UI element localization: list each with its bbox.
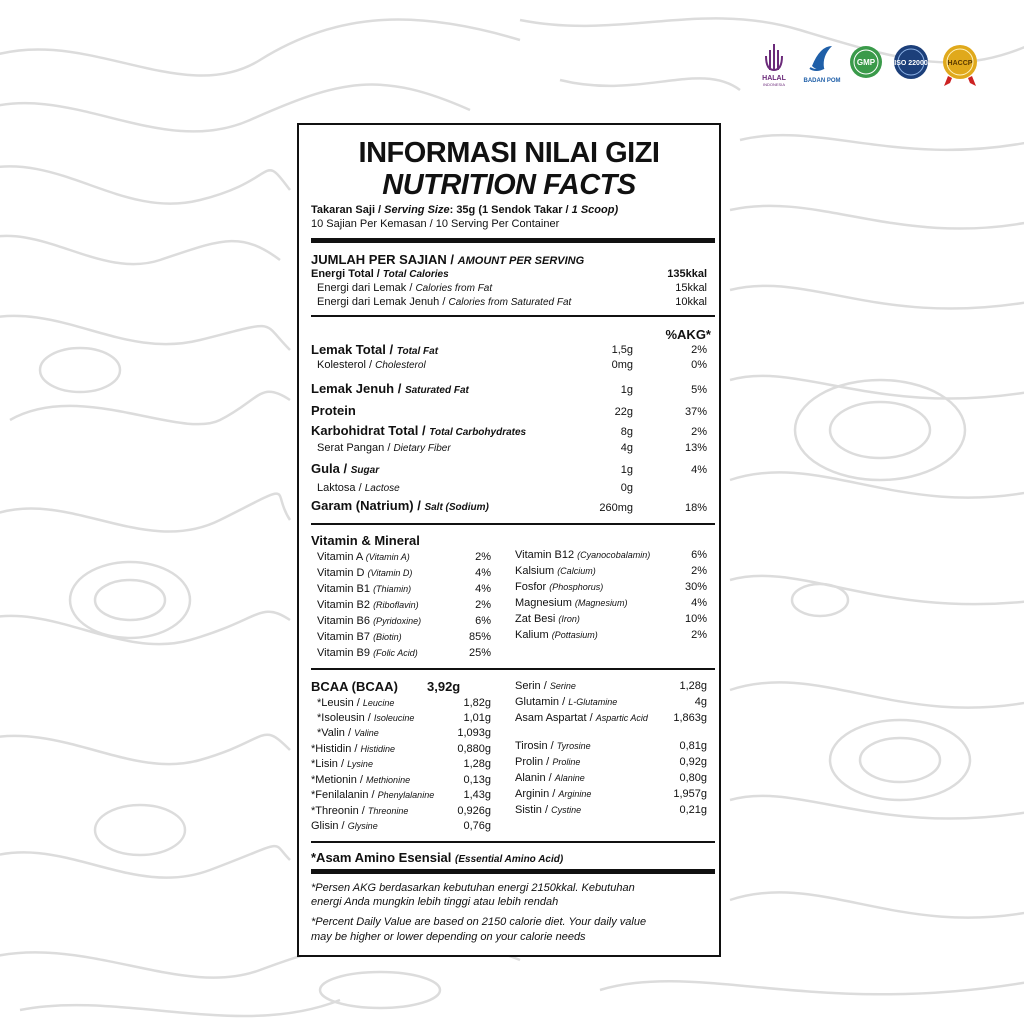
nutrient-carbohydrates: Karbohidrat Total / Total Carbohydrates (311, 423, 527, 438)
saturated-energy-value: 10kkal (675, 296, 707, 308)
svg-text:BADAN POM: BADAN POM (803, 78, 841, 84)
energy-total-label: Energi Total / Total Calories (311, 268, 449, 280)
vitamin-heading: Vitamin & Mineral (311, 533, 420, 548)
nutrient-salt: Garam (Natrium) / Salt (Sodium) (311, 498, 489, 513)
divider-thick (311, 869, 715, 874)
iso-logo (894, 45, 928, 79)
nutrient-percent: 18% (684, 502, 707, 514)
title-english: NUTRITION FACTS (382, 169, 636, 201)
divider (311, 841, 715, 843)
nutrient-dietary-fiber: Serat Pangan / Dietary Fiber (317, 442, 451, 454)
svg-text:INDONESIA: INDONESIA (762, 82, 786, 87)
divider-thick (311, 238, 715, 243)
certification-logos (760, 38, 990, 92)
nutrient-protein: Protein (311, 403, 356, 418)
nutrient-value: 1g (620, 384, 633, 396)
svg-text:HACCP: HACCP (947, 60, 973, 67)
svg-text:GMP: GMP (856, 58, 876, 67)
halal-logo (762, 44, 786, 87)
nutrient-total-fat: Lemak Total / Total Fat (311, 342, 439, 357)
divider (311, 315, 715, 317)
divider (311, 523, 715, 525)
divider (311, 668, 715, 670)
gmp-logo (850, 46, 882, 78)
nutrient-value: 0mg (611, 359, 633, 371)
svg-text:HALAL: HALAL (762, 75, 786, 82)
energy-total-value: 135kkal (667, 268, 707, 280)
fat-energy-label: Energi dari Lemak / Calories from Fat (317, 282, 493, 294)
nutrient-percent: 2% (691, 344, 707, 356)
nutrient-sugar: Gula / Sugar (311, 461, 380, 476)
amount-heading: JUMLAH PER SAJIAN / AMOUNT PER SERVING (311, 252, 585, 267)
nutrient-lactose: Laktosa / Lactose (317, 482, 400, 494)
servings-per-container: 10 Sajian Per Kemasan / 10 Serving Per Container (311, 218, 560, 230)
nutrition-label: INFORMASI NILAI GIZI NUTRITION FACTS Takaran Saji / Serving Size: 35g (1 Sendok Takar / 1 Scoop) 10 Sajian Per Kemasan / 10 Serving Per Container JUMLAH PER SAJIAN / AMOUNT PER SERVING Energi Total / Total Calories 135kkal Energi dari Lemak / Calories from Fat 15kkal Energi dari Lemak Jenuh / Calories from Saturated Fat 10kkal %AKG* Lemak Total / Total Fat 1,5g 2% Kolesterol / Cholesterol 0mg 0% Lemak Jenuh / Saturated Fat 1g 5% Protein 22g 37% Karbohidrat Total / Total Carbohydrates 8g 2% Serat Pangan / Dietary Fiber 4g 13% Gula / Sugar 1g 4% Laktosa / Lactose 0g Garam (Natrium) / Salt (Sodium) 260mg 18% Vitamin & Mineral Vitamin A (Vitamin A) 2% Vitamin D (Vitamin D) 4% Vitamin B1 (Thiamin) 4% Vitamin B2 (Riboflavin) 2% Vitamin B6 (Pyridoxine) 6% Vitamin B7 (Biotin) 85% Vitamin B9 (Folic Acid) 25% Vitamin B12 (Cyanocobalamin) 6% Kalsium (Calcium) 2% Fosfor (Phosphorus) 30% Magnesium (Magnesium) 4% Zat Besi (Iron) 10% Kalium (Pottasium) 2% BCAA (BCAA) 3,92g *Leusin / Leucine 1,82g *Isoleusin / Isoleucine 1,01g *Valin / Valine 1,093g *Histidin / Histidine 0,880g *Lisin / Lysine 1,28g *Metionin / Methionine 0,13g *Fenilalanin / Phenylalanine 1,43g *Threonin / Threonine 0,926g Glisin / Glysine 0,76g Serin / Serine 1,28g Glutamin / L-Glutamine 4g Asam Aspartat / Aspartic Acid 1,863g Tirosin / Tyrosine 0,81g Prolin / Proline 0,92g Alanin / Alanine 0,80g Arginin / Arginine 1,957g Sistin / Cystine 0,21g *Asam Amino Esensial (Essential Amino Acid) *Persen AKG berdasarkan kebutuhan energi 2150kkal. Kebutuhan energi Anda mungkin lebih tinggi atau lebih rendah *Percent Daily Value are based on 2150 calorie diet. Your daily value may be higher or lower depending on your calorie needs (297, 123, 721, 957)
haccp-logo (943, 45, 977, 86)
bcaa-value: 3,92g (427, 679, 461, 694)
saturated-energy-label: Energi dari Lemak Jenuh / Calories from Saturated Fat (317, 296, 572, 308)
nutrient-cholesterol: Kolesterol / Cholesterol (317, 359, 426, 371)
nutrient-percent: 37% (684, 406, 707, 418)
nutrient-value: 4g (620, 442, 633, 454)
nutrient-value: 1,5g (611, 344, 633, 356)
nutrient-percent: 2% (691, 426, 707, 438)
nutrient-percent: 13% (684, 442, 707, 454)
nutrient-value: 1g (620, 464, 633, 476)
footnote-indonesian-1: *Persen AKG berdasarkan kebutuhan energi 2150kkal. Kebutuhan (311, 882, 635, 894)
nutrient-percent: 0% (691, 359, 707, 371)
title-indonesian: INFORMASI NILAI GIZI (358, 137, 660, 169)
essential-amino-note: *Asam Amino Esensial (Essential Amino Acid) (311, 850, 564, 865)
fat-energy-value: 15kkal (675, 282, 707, 294)
nutrient-value: 260mg (599, 502, 633, 514)
nutrient-value: 8g (620, 426, 633, 438)
nutrient-value: 0g (620, 482, 633, 494)
footnote-english-1: *Percent Daily Value are based on 2150 calorie diet. Your daily value (311, 916, 647, 928)
bpom-logo (804, 46, 841, 84)
footnote-english-2: may be higher or lower depending on your calorie needs (311, 931, 586, 943)
nutrient-percent: 4% (691, 464, 707, 476)
nutrient-percent: 5% (691, 384, 707, 396)
bcaa-label: BCAA (BCAA) (311, 679, 398, 694)
svg-text:ISO 22000: ISO 22000 (894, 60, 928, 67)
serving-size: Takaran Saji / Serving Size: 35g (1 Sendok Takar / 1 Scoop) (311, 204, 619, 216)
nutrient-value: 22g (614, 406, 633, 418)
nutrient-saturated-fat: Lemak Jenuh / Saturated Fat (311, 381, 469, 396)
footnote-indonesian-2: energi Anda mungkin lebih tinggi atau lebih rendah (311, 896, 559, 908)
akg-header: %AKG* (665, 327, 711, 342)
